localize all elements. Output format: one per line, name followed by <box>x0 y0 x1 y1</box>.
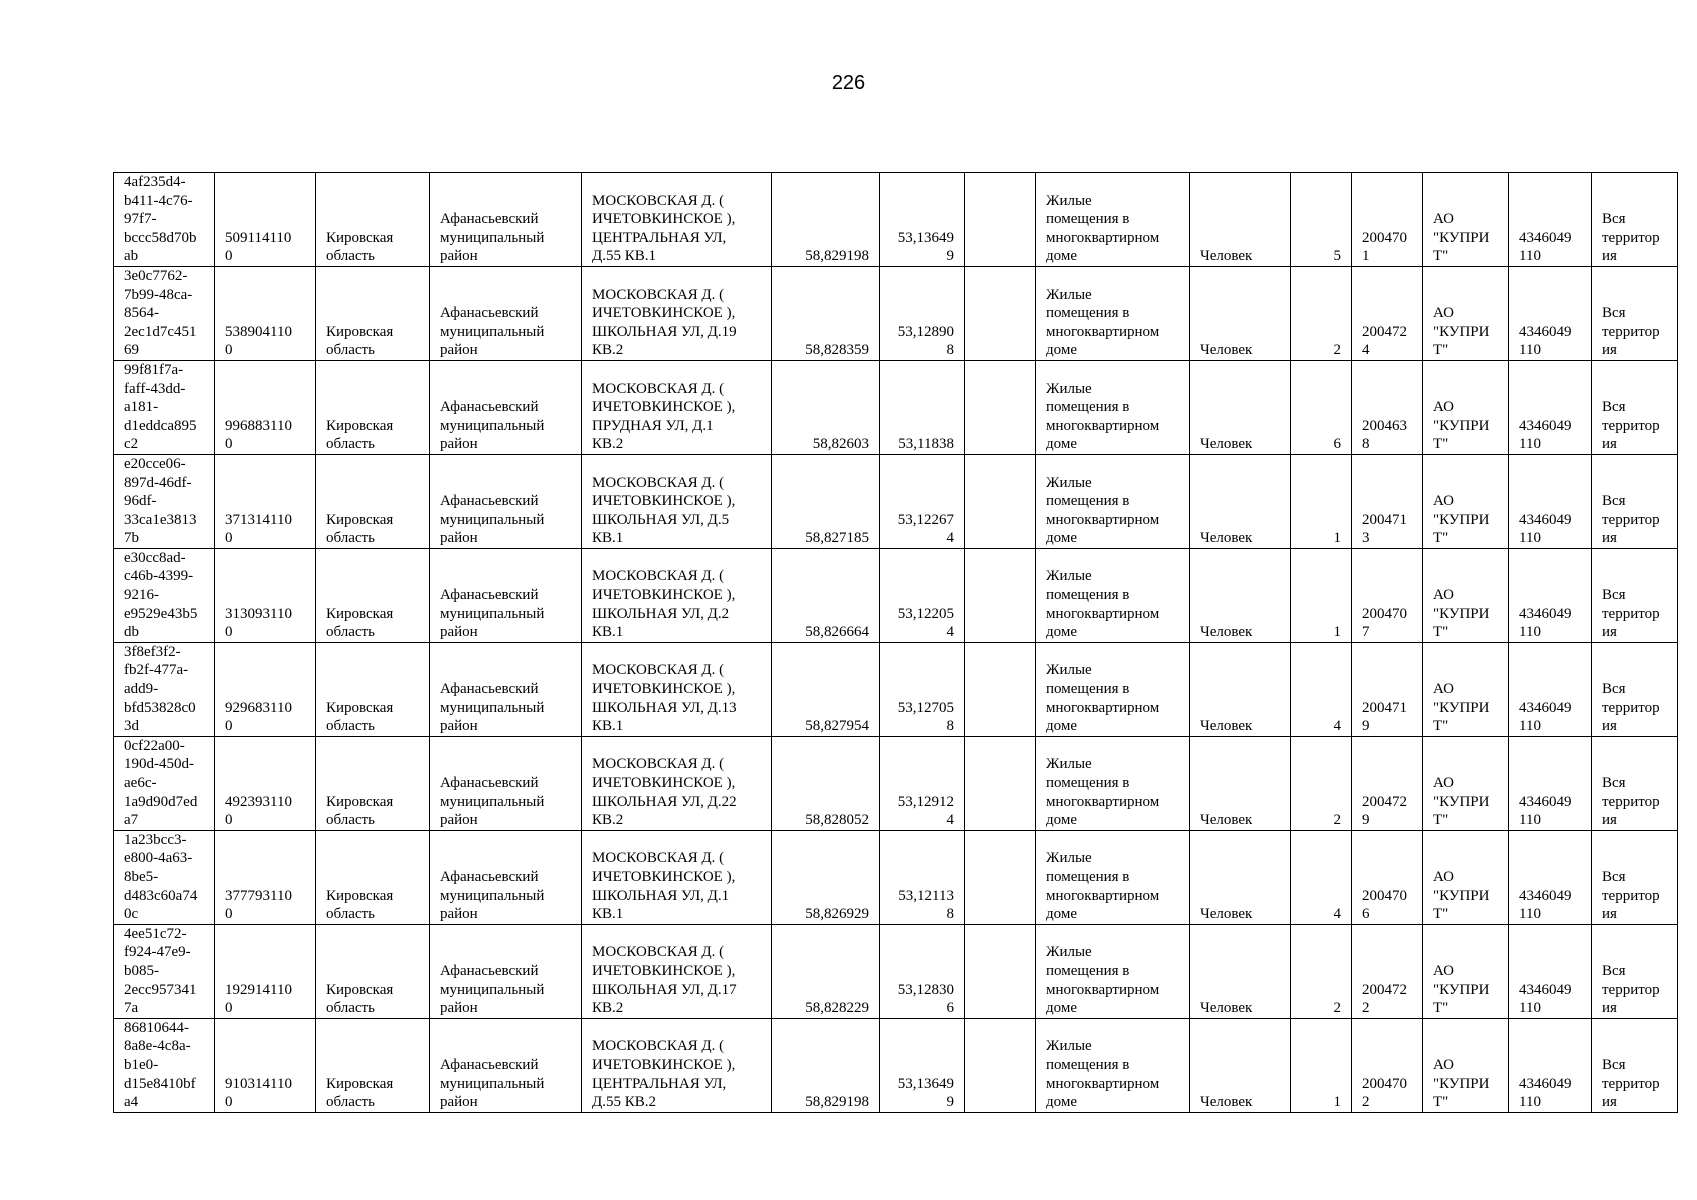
region-cell: Кировская область <box>316 173 430 267</box>
latitude-cell: 58,828052 <box>772 736 880 830</box>
account-cell: 200470 1 <box>1352 173 1423 267</box>
territory-cell: Вся территор ия <box>1592 454 1678 548</box>
region-cell: Кировская область <box>316 1018 430 1112</box>
district-cell: Афанасьевский муниципальный район <box>430 924 582 1018</box>
longitude-cell: 53,13649 9 <box>880 173 965 267</box>
table-row <box>114 642 1678 736</box>
organization-cell: АО "КУПРИ Т" <box>1423 924 1509 1018</box>
premises-type-cell: Жилые помещения в многоквартирном доме <box>1036 548 1190 642</box>
territory-cell: Вся территор ия <box>1592 642 1678 736</box>
code-cell: 313093110 0 <box>215 548 316 642</box>
inn-cell: 4346049 110 <box>1509 736 1592 830</box>
inn-cell: 4346049 110 <box>1509 173 1592 267</box>
count-cell: 4 <box>1291 642 1352 736</box>
premises-type-cell: Жилые помещения в многоквартирном доме <box>1036 924 1190 1018</box>
territory-cell: Вся территор ия <box>1592 830 1678 924</box>
territory-cell: Вся территор ия <box>1592 1018 1678 1112</box>
region-cell: Кировская область <box>316 830 430 924</box>
address-cell: МОСКОВСКАЯ Д. ( ИЧЕТОВКИНСКОЕ ), ШКОЛЬНАЯ УЛ, Д.13 КВ.1 <box>582 642 772 736</box>
record-id-cell: 4af235d4- b411-4c76- 97f7- bccc58d70b ab <box>114 173 215 267</box>
unit-cell: Человек <box>1190 736 1291 830</box>
district-cell: Афанасьевский муниципальный район <box>430 454 582 548</box>
record-id-cell: 3e0c7762- 7b99-48ca- 8564- 2ec1d7c451 69 <box>114 266 215 360</box>
empty-cell <box>965 360 1036 454</box>
territory-cell: Вся территор ия <box>1592 736 1678 830</box>
longitude-cell: 53,12830 6 <box>880 924 965 1018</box>
table-row <box>114 173 1678 267</box>
unit-cell: Человек <box>1190 173 1291 267</box>
district-cell: Афанасьевский муниципальный район <box>430 642 582 736</box>
premises-type-cell: Жилые помещения в многоквартирном доме <box>1036 642 1190 736</box>
territory-cell: Вся территор ия <box>1592 266 1678 360</box>
premises-type-cell: Жилые помещения в многоквартирном доме <box>1036 1018 1190 1112</box>
account-cell: 200472 2 <box>1352 924 1423 1018</box>
territory-cell: Вся территор ия <box>1592 548 1678 642</box>
longitude-cell: 53,13649 9 <box>880 1018 965 1112</box>
empty-cell <box>965 266 1036 360</box>
account-cell: 200470 6 <box>1352 830 1423 924</box>
page-number: 226 <box>831 72 866 94</box>
empty-cell <box>965 924 1036 1018</box>
latitude-cell: 58,826664 <box>772 548 880 642</box>
unit-cell: Человек <box>1190 360 1291 454</box>
region-cell: Кировская область <box>316 548 430 642</box>
table-row <box>114 548 1678 642</box>
district-cell: Афанасьевский муниципальный район <box>430 360 582 454</box>
territory-cell: Вся территор ия <box>1592 924 1678 1018</box>
region-cell: Кировская область <box>316 736 430 830</box>
count-cell: 6 <box>1291 360 1352 454</box>
inn-cell: 4346049 110 <box>1509 454 1592 548</box>
district-cell: Афанасьевский муниципальный район <box>430 736 582 830</box>
code-cell: 192914110 0 <box>215 924 316 1018</box>
premises-type-cell: Жилые помещения в многоквартирном доме <box>1036 454 1190 548</box>
account-cell: 200471 3 <box>1352 454 1423 548</box>
longitude-cell: 53,12705 8 <box>880 642 965 736</box>
inn-cell: 4346049 110 <box>1509 548 1592 642</box>
empty-cell <box>965 548 1036 642</box>
latitude-cell: 58,828229 <box>772 924 880 1018</box>
longitude-cell: 53,12890 8 <box>880 266 965 360</box>
latitude-cell: 58,827185 <box>772 454 880 548</box>
table-body <box>114 173 1678 1113</box>
code-cell: 377793110 0 <box>215 830 316 924</box>
longitude-cell: 53,12205 4 <box>880 548 965 642</box>
organization-cell: АО "КУПРИ Т" <box>1423 642 1509 736</box>
organization-cell: АО "КУПРИ Т" <box>1423 548 1509 642</box>
longitude-cell: 53,11838 <box>880 360 965 454</box>
table-row <box>114 736 1678 830</box>
territory-cell: Вся территор ия <box>1592 173 1678 267</box>
latitude-cell: 58,828359 <box>772 266 880 360</box>
unit-cell: Человек <box>1190 642 1291 736</box>
organization-cell: АО "КУПРИ Т" <box>1423 360 1509 454</box>
organization-cell: АО "КУПРИ Т" <box>1423 454 1509 548</box>
premises-type-cell: Жилые помещения в многоквартирном доме <box>1036 173 1190 267</box>
count-cell: 5 <box>1291 173 1352 267</box>
region-cell: Кировская область <box>316 454 430 548</box>
code-cell: 910314110 0 <box>215 1018 316 1112</box>
table-row <box>114 1018 1678 1112</box>
empty-cell <box>965 173 1036 267</box>
code-cell: 492393110 0 <box>215 736 316 830</box>
code-cell: 929683110 0 <box>215 642 316 736</box>
count-cell: 4 <box>1291 830 1352 924</box>
table-row <box>114 924 1678 1018</box>
address-cell: МОСКОВСКАЯ Д. ( ИЧЕТОВКИНСКОЕ ), ШКОЛЬНАЯ УЛ, Д.2 КВ.1 <box>582 548 772 642</box>
district-cell: Афанасьевский муниципальный район <box>430 1018 582 1112</box>
inn-cell: 4346049 110 <box>1509 830 1592 924</box>
record-id-cell: 3f8ef3f2- fb2f-477a- add9- bfd53828c0 3d <box>114 642 215 736</box>
latitude-cell: 58,827954 <box>772 642 880 736</box>
district-cell: Афанасьевский муниципальный район <box>430 548 582 642</box>
unit-cell: Человек <box>1190 1018 1291 1112</box>
latitude-cell: 58,82603 <box>772 360 880 454</box>
empty-cell <box>965 454 1036 548</box>
address-cell: МОСКОВСКАЯ Д. ( ИЧЕТОВКИНСКОЕ ), ЦЕНТРАЛЬНАЯ УЛ, Д.55 КВ.2 <box>582 1018 772 1112</box>
registry-table <box>113 172 1678 1113</box>
latitude-cell: 58,829198 <box>772 173 880 267</box>
record-id-cell: 86810644- 8a8e-4c8a- b1e0- d15e8410bf a4 <box>114 1018 215 1112</box>
premises-type-cell: Жилые помещения в многоквартирном доме <box>1036 266 1190 360</box>
account-cell: 200470 7 <box>1352 548 1423 642</box>
account-cell: 200472 4 <box>1352 266 1423 360</box>
region-cell: Кировская область <box>316 266 430 360</box>
latitude-cell: 58,826929 <box>772 830 880 924</box>
premises-type-cell: Жилые помещения в многоквартирном доме <box>1036 736 1190 830</box>
table-row <box>114 454 1678 548</box>
count-cell: 2 <box>1291 266 1352 360</box>
record-id-cell: e30cc8ad- c46b-4399- 9216- e9529e43b5 db <box>114 548 215 642</box>
code-cell: 538904110 0 <box>215 266 316 360</box>
inn-cell: 4346049 110 <box>1509 266 1592 360</box>
record-id-cell: e20cce06- 897d-46df- 96df- 33ca1e3813 7b <box>114 454 215 548</box>
organization-cell: АО "КУПРИ Т" <box>1423 266 1509 360</box>
table-row <box>114 830 1678 924</box>
premises-type-cell: Жилые помещения в многоквартирном доме <box>1036 360 1190 454</box>
unit-cell: Человек <box>1190 548 1291 642</box>
code-cell: 509114110 0 <box>215 173 316 267</box>
count-cell: 1 <box>1291 454 1352 548</box>
unit-cell: Человек <box>1190 454 1291 548</box>
organization-cell: АО "КУПРИ Т" <box>1423 173 1509 267</box>
longitude-cell: 53,12113 8 <box>880 830 965 924</box>
district-cell: Афанасьевский муниципальный район <box>430 266 582 360</box>
unit-cell: Человек <box>1190 830 1291 924</box>
unit-cell: Человек <box>1190 266 1291 360</box>
record-id-cell: 1a23bcc3- e800-4a63- 8be5- d483c60a74 0c <box>114 830 215 924</box>
account-cell: 200470 2 <box>1352 1018 1423 1112</box>
premises-type-cell: Жилые помещения в многоквартирном доме <box>1036 830 1190 924</box>
address-cell: МОСКОВСКАЯ Д. ( ИЧЕТОВКИНСКОЕ ), ШКОЛЬНАЯ УЛ, Д.19 КВ.2 <box>582 266 772 360</box>
record-id-cell: 0cf22a00- 190d-450d- ae6c- 1a9d90d7ed a7 <box>114 736 215 830</box>
organization-cell: АО "КУПРИ Т" <box>1423 830 1509 924</box>
empty-cell <box>965 830 1036 924</box>
account-cell: 200472 9 <box>1352 736 1423 830</box>
count-cell: 1 <box>1291 1018 1352 1112</box>
organization-cell: АО "КУПРИ Т" <box>1423 1018 1509 1112</box>
region-cell: Кировская область <box>316 642 430 736</box>
address-cell: МОСКОВСКАЯ Д. ( ИЧЕТОВКИНСКОЕ ), ШКОЛЬНАЯ УЛ, Д.22 КВ.2 <box>582 736 772 830</box>
count-cell: 2 <box>1291 736 1352 830</box>
record-id-cell: 4ee51c72- f924-47e9- b085- 2ecc957341 7a <box>114 924 215 1018</box>
organization-cell: АО "КУПРИ Т" <box>1423 736 1509 830</box>
inn-cell: 4346049 110 <box>1509 924 1592 1018</box>
region-cell: Кировская область <box>316 360 430 454</box>
territory-cell: Вся территор ия <box>1592 360 1678 454</box>
latitude-cell: 58,829198 <box>772 1018 880 1112</box>
table-row <box>114 360 1678 454</box>
table-row <box>114 266 1678 360</box>
district-cell: Афанасьевский муниципальный район <box>430 830 582 924</box>
inn-cell: 4346049 110 <box>1509 1018 1592 1112</box>
address-cell: МОСКОВСКАЯ Д. ( ИЧЕТОВКИНСКОЕ ), ШКОЛЬНАЯ УЛ, Д.1 КВ.1 <box>582 830 772 924</box>
longitude-cell: 53,12267 4 <box>880 454 965 548</box>
address-cell: МОСКОВСКАЯ Д. ( ИЧЕТОВКИНСКОЕ ), ШКОЛЬНАЯ УЛ, Д.17 КВ.2 <box>582 924 772 1018</box>
code-cell: 996883110 0 <box>215 360 316 454</box>
record-id-cell: 99f81f7a- faff-43dd- a181- d1eddca895 c2 <box>114 360 215 454</box>
inn-cell: 4346049 110 <box>1509 360 1592 454</box>
code-cell: 371314110 0 <box>215 454 316 548</box>
address-cell: МОСКОВСКАЯ Д. ( ИЧЕТОВКИНСКОЕ ), ПРУДНАЯ УЛ, Д.1 КВ.2 <box>582 360 772 454</box>
unit-cell: Человек <box>1190 924 1291 1018</box>
account-cell: 200463 8 <box>1352 360 1423 454</box>
empty-cell <box>965 736 1036 830</box>
region-cell: Кировская область <box>316 924 430 1018</box>
count-cell: 2 <box>1291 924 1352 1018</box>
district-cell: Афанасьевский муниципальный район <box>430 173 582 267</box>
empty-cell <box>965 1018 1036 1112</box>
longitude-cell: 53,12912 4 <box>880 736 965 830</box>
inn-cell: 4346049 110 <box>1509 642 1592 736</box>
count-cell: 1 <box>1291 548 1352 642</box>
account-cell: 200471 9 <box>1352 642 1423 736</box>
address-cell: МОСКОВСКАЯ Д. ( ИЧЕТОВКИНСКОЕ ), ШКОЛЬНАЯ УЛ, Д.5 КВ.1 <box>582 454 772 548</box>
empty-cell <box>965 642 1036 736</box>
address-cell: МОСКОВСКАЯ Д. ( ИЧЕТОВКИНСКОЕ ), ЦЕНТРАЛЬНАЯ УЛ, Д.55 КВ.1 <box>582 173 772 267</box>
